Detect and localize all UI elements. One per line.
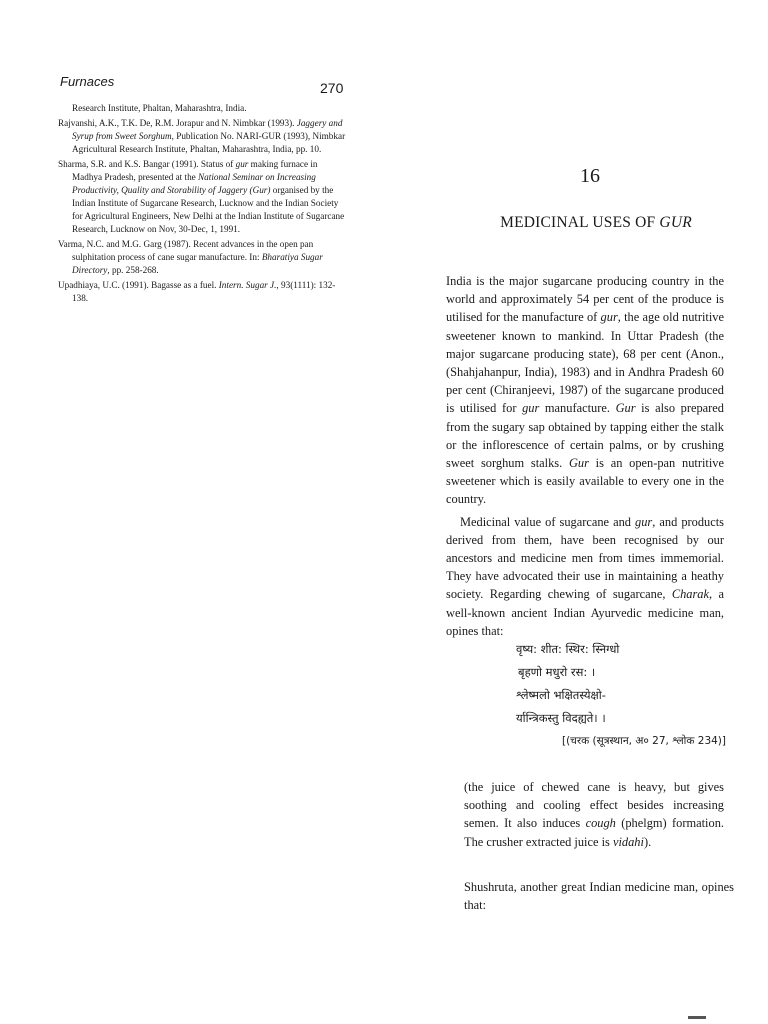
reference-entry — [58, 279, 348, 305]
italic-text: Bharatiya Sugar Directory — [72, 252, 323, 275]
sanskrit-verse — [516, 638, 726, 753]
text-run: , and products derived from them, have been recognised by our ancestors and medicine men from times immemorial. They have advocated their use in maintaining a heathy society. Regarding chewing of sugarcane, — [446, 514, 724, 602]
chapter-title-italic: GUR — [659, 214, 692, 231]
reference-list — [58, 102, 348, 307]
text-run: (the juice of chewed cane is heavy, but gives soothing and cooling effect besides increasing semen. It also induces — [464, 780, 724, 831]
text-run: , Publication No. NARI-GUR (1993), Nimbkar Agricultural Research Institute, Phaltan, Maharashtra, India, pp. 10. — [72, 131, 346, 154]
verse-line: वृष्य: शीत: स्थिर: स्निग्धो — [516, 642, 620, 656]
closing-line: Shushruta, another great Indian medicine man, opines that: — [464, 880, 734, 913]
reference-entry — [58, 102, 348, 115]
body-paragraph — [446, 513, 724, 640]
text-run: making furnace in Madhya Pradesh, presented at the — [72, 159, 318, 182]
italic-text: gur — [635, 514, 653, 529]
text-run: Research Institute, Phaltan, Maharashtra, India. — [72, 103, 247, 113]
italic-text: Gur — [615, 401, 636, 416]
text-run: Sharma, S.R. and K.S. Bangar (1991). Status of — [58, 159, 236, 169]
text-run: manufacture. — [539, 401, 616, 416]
italic-text: Jaggery and Syrup from Sweet Sorghum — [72, 118, 343, 141]
text-run: is also prepared from the sugary sap obtained by tapping either the stalk or the inflorescence of certain palms, or by crushing sweet sorghum stalks. — [446, 401, 724, 471]
chapter-title — [496, 214, 696, 232]
text-run: (phelgm) formation. The crusher extracted juice is — [464, 816, 724, 849]
reference-entry — [58, 238, 348, 277]
italic-text: gur — [235, 159, 249, 169]
text-run: , the age old nutritive sweetener known to mankind. In Uttar Pradesh (the major sugarcane producing state), 68 per cent (Anon., (Shahjahanpur, India), 1983) and in Andhra Pradesh 60 per cent (Chiranjeevi, 1987) of the sugarcane produced is utilised for — [446, 310, 724, 416]
text-run: , 93(1111): 132-138. — [72, 280, 336, 303]
text-run: Upadhiaya, U.C. (1991). Bagasse as a fuel. — [58, 280, 219, 290]
body-paragraph — [446, 272, 724, 509]
closing-paragraph — [464, 878, 734, 918]
verse-source: [(चरक (सूत्रस्थान, अ० 27, श्लोक 234)] — [561, 735, 726, 747]
text-run: India is the major sugarcane producing country in the world and approximately 54 per cent of the produce is utilised for the manufacture of — [446, 274, 724, 325]
text-run: Rajvanshi, A.K., T.K. De, R.M. Jorapur and N. Nimbkar (1993). — [58, 118, 297, 128]
verse-line: श्लेष्मलो भक्षितस्येक्षो- — [516, 688, 606, 702]
text-run: ). — [643, 834, 652, 849]
reference-entry — [58, 117, 348, 156]
right-page — [384, 0, 768, 1024]
text-run: is an open-pan nutritive sweetener which is easily available to every one in the country. — [446, 456, 724, 507]
chapter-body — [446, 272, 724, 644]
verse-line: र्यान्त्रिकस्तु विदह्यते। । — [516, 711, 606, 725]
text-run: Medicinal value of sugarcane and — [460, 514, 636, 529]
chapter-number: 16 — [580, 165, 600, 187]
italic-text: gur — [522, 401, 540, 416]
italic-text: Gur — [568, 456, 589, 471]
page-foot-mark — [688, 1016, 706, 1019]
page-number: 270 — [320, 80, 344, 96]
italic-text: vidahi — [612, 834, 644, 849]
running-head: Furnaces — [60, 74, 115, 89]
italic-text: cough — [585, 816, 616, 831]
text-run: Varma, N.C. and M.G. Garg (1987). Recent advances in the open pan sulphitation process of cane sugar manufacture. In: — [58, 239, 314, 262]
chapter-title-text: MEDICINAL USES OF — [500, 214, 660, 231]
translation-paragraph — [464, 778, 724, 851]
verse-translation — [464, 778, 724, 855]
reference-entry — [58, 158, 348, 236]
italic-text: Intern. Sugar J. — [218, 280, 277, 290]
italic-text: gur — [600, 310, 618, 325]
text-run: , a well-known ancient Indian Ayurvedic medicine man, opines that: — [446, 587, 724, 638]
italic-text: National Seminar on Increasing Productivity, Quality and Storability of Jaggery (Gur) — [72, 172, 316, 195]
text-run: organised by the Indian Institute of Sugarcane Research, Lucknow and the Indian Society for Agricultural Engineers, New Delhi at the Indian Institute of Sugarcane Research, Lucknow on Nov, 30-Dec, 1, 1991. — [72, 185, 345, 234]
italic-text: Charak — [671, 587, 710, 602]
verse-line: बृहणो मधुरो रस: । — [518, 665, 596, 679]
text-run: , pp. 258-268. — [107, 265, 159, 275]
